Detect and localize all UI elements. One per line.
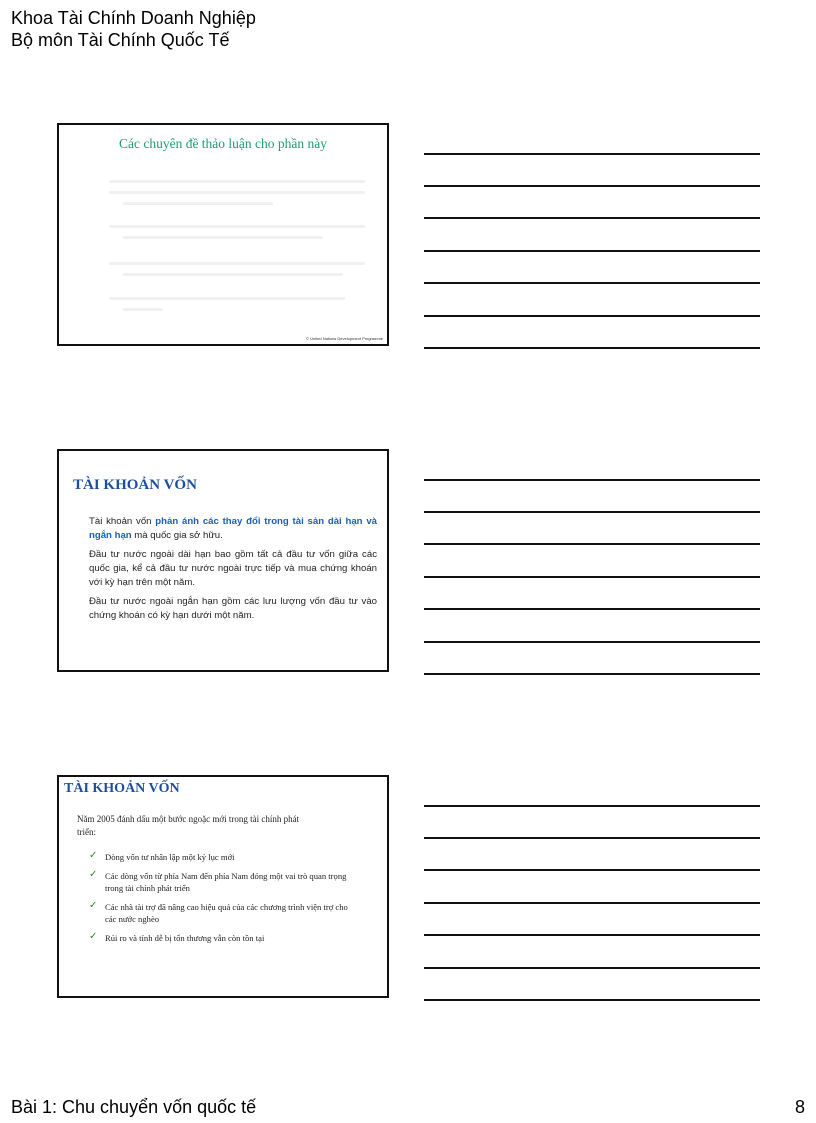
slide-1-copyright: © United Nations Development Programme bbox=[306, 336, 383, 341]
faculty-name: Khoa Tài Chính Doanh Nghiệp bbox=[11, 8, 256, 28]
slide-2-paragraph-1: Tài khoản vốn phản ánh các thay đổi trong tài sản dài hạn và ngắn hạn mà quốc gia sở hữu. bbox=[89, 516, 377, 541]
page-header bbox=[11, 7, 256, 51]
highlight-text: phản ánh các thay đổi trong tài sản dài hạn và ngắn hạn bbox=[89, 516, 377, 541]
slide-2-title: TÀI KHOẢN VỐN bbox=[73, 477, 197, 493]
slide-2-paragraph-2: Đầu tư nước ngoài dài hạn bao gồm tất cả đầu tư vốn giữa các quốc gia, kể cả đầu tư nước ngoài trực tiếp và mua chứng khoán với kỳ hạn trên một năm. bbox=[89, 549, 377, 588]
slide-1 bbox=[57, 123, 389, 346]
list-item: ✓ Các dòng vốn từ phía Nam đến phía Nam đóng một vai trò quan trọng trong tài chính phát triển bbox=[89, 868, 347, 893]
check-icon: ✓ bbox=[89, 850, 98, 861]
list-item: ✓ Các nhà tài trợ đã nâng cao hiệu quả của các chương trình viện trợ cho các nước nghèo bbox=[89, 899, 348, 924]
slide-3-title: TÀI KHOẢN VỐN bbox=[64, 781, 180, 796]
slide-2 bbox=[57, 449, 389, 672]
slide-2-paragraph-3: Đầu tư nước ngoài ngắn hạn gồm các lưu lượng vốn đầu tư vào chứng khoán có kỳ hạn dưới một năm. bbox=[89, 596, 377, 621]
check-icon: ✓ bbox=[89, 930, 98, 942]
department-name: Bộ môn Tài Chính Quốc Tế bbox=[11, 30, 230, 50]
slide-3-intro: Năm 2005 đánh dấu một bước ngoặc mới trong tài chính phát triển: bbox=[77, 814, 300, 837]
list-item: ✓ Dòng vốn tư nhân lập một kỷ lục mới bbox=[89, 850, 235, 862]
page-number: 8 bbox=[794, 1097, 805, 1117]
footer-lesson-title: Bài 1: Chu chuyển vốn quốc tế bbox=[11, 1097, 257, 1117]
slide-2-body bbox=[89, 515, 377, 628]
slide-3-bullet-list bbox=[89, 851, 359, 950]
slide-3 bbox=[57, 775, 389, 998]
list-item: ✓ Rủi ro và tính dễ bị tổn thương vẫn còn tồn tại bbox=[89, 930, 265, 943]
slide-1-title: Các chuyên đề thảo luận cho phần này bbox=[118, 136, 328, 151]
check-icon: ✓ bbox=[89, 899, 98, 911]
check-icon: ✓ bbox=[89, 868, 98, 880]
